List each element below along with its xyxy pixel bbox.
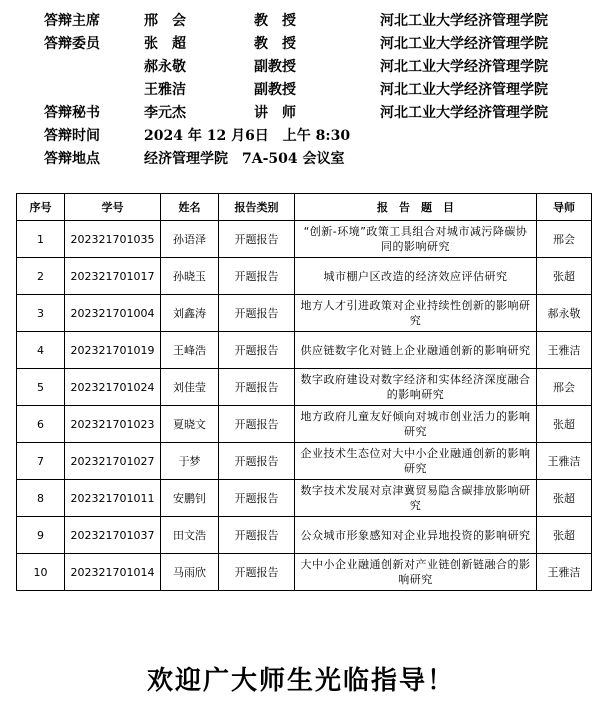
table-row [17,480,592,517]
cell-index: 7 [17,443,65,480]
time-value: 2024 年 12 月6日 上午 8:30 [144,128,351,144]
table-row [17,554,592,591]
cell-topic: “创新-环境”政策工具组合对城市减污降碳协同的影响研究 [295,221,537,258]
welcome-footer: 欢迎广大师生光临指导！ [146,666,455,696]
cell-report-type: 开题报告 [219,443,295,480]
cell-topic: 数字政府建设对数字经济和实体经济深度融合的影响研究 [295,369,537,406]
table-row [17,221,592,258]
table-row [17,406,592,443]
secretary-label: 答辩秘书 [44,105,100,121]
header-report-topic: 报 告 题 目 [295,194,537,221]
cell-name: 马雨欣 [161,554,219,591]
member-org: 河北工业大学经济管理学院 [380,59,548,75]
cell-advisor: 王雅洁 [537,443,592,480]
cell-student-id: 202321701014 [65,554,161,591]
cell-topic: 公众城市形象感知对企业异地投资的影响研究 [295,517,537,554]
cell-student-id: 202321701035 [65,221,161,258]
member-row [0,56,602,79]
cell-report-type: 开题报告 [219,295,295,332]
cell-name: 于梦 [161,443,219,480]
place-row [0,148,602,171]
table-header-row [17,194,592,221]
table-row [17,517,592,554]
cell-student-id: 202321701024 [65,369,161,406]
member-name: 张 超 [144,36,186,52]
cell-advisor: 张超 [537,258,592,295]
chair-title: 教 授 [254,13,296,29]
cell-index: 1 [17,221,65,258]
cell-index: 4 [17,332,65,369]
cell-report-type: 开题报告 [219,480,295,517]
cell-advisor: 张超 [537,406,592,443]
member-org: 河北工业大学经济管理学院 [380,82,548,98]
time-label: 答辩时间 [44,128,100,144]
member-name: 王雅洁 [144,82,186,98]
member-row [0,33,602,56]
secretary-title: 讲 师 [254,105,296,121]
cell-name: 夏晓文 [161,406,219,443]
cell-student-id: 202321701011 [65,480,161,517]
cell-report-type: 开题报告 [219,221,295,258]
cell-topic: 地方人才引进政策对企业持续性创新的影响研究 [295,295,537,332]
members-label: 答辩委员 [44,36,100,52]
table-row [17,443,592,480]
header-student-id: 学号 [65,194,161,221]
cell-index: 5 [17,369,65,406]
secretary-row [0,102,602,125]
cell-topic: 大中小企业融通创新对产业链创新链融合的影响研究 [295,554,537,591]
cell-topic: 城市棚户区改造的经济效应评估研究 [295,258,537,295]
header-advisor: 导师 [537,194,592,221]
chair-label: 答辩主席 [44,13,100,29]
cell-name: 孙晓玉 [161,258,219,295]
chair-row [0,10,602,33]
table-row [17,258,592,295]
cell-topic: 企业技术生态位对大中小企业融通创新的影响研究 [295,443,537,480]
cell-report-type: 开题报告 [219,554,295,591]
cell-student-id: 202321701004 [65,295,161,332]
secretary-org: 河北工业大学经济管理学院 [380,105,548,121]
cell-student-id: 202321701023 [65,406,161,443]
cell-index: 2 [17,258,65,295]
chair-name: 邢 会 [144,13,186,29]
cell-advisor: 张超 [537,480,592,517]
cell-advisor: 王雅洁 [537,554,592,591]
cell-student-id: 202321701037 [65,517,161,554]
header-name: 姓名 [161,194,219,221]
cell-name: 刘鑫涛 [161,295,219,332]
time-row [0,125,602,148]
cell-name: 王峰浩 [161,332,219,369]
cell-index: 6 [17,406,65,443]
header-report-type: 报告类别 [219,194,295,221]
cell-advisor: 邢会 [537,221,592,258]
place-label: 答辩地点 [44,151,100,167]
cell-name: 安鹏钊 [161,480,219,517]
cell-index: 9 [17,517,65,554]
member-title: 副教授 [254,59,296,75]
cell-report-type: 开题报告 [219,517,295,554]
place-value: 经济管理学院 7A-504 会议室 [144,151,345,167]
member-name: 郝永敬 [144,59,186,75]
cell-advisor: 张超 [537,517,592,554]
cell-name: 孙语泽 [161,221,219,258]
cell-student-id: 202321701027 [65,443,161,480]
cell-report-type: 开题报告 [219,332,295,369]
cell-topic: 地方政府儿童友好倾向对城市创业活力的影响研究 [295,406,537,443]
cell-report-type: 开题报告 [219,406,295,443]
header-index: 序号 [17,194,65,221]
member-row [0,79,602,102]
defense-schedule-table [16,193,592,591]
member-title: 副教授 [254,82,296,98]
cell-topic: 数字技术发展对京津冀贸易隐含碳排放影响研究 [295,480,537,517]
table-row [17,332,592,369]
cell-index: 3 [17,295,65,332]
cell-name: 刘佳莹 [161,369,219,406]
cell-name: 田文浩 [161,517,219,554]
member-org: 河北工业大学经济管理学院 [380,36,548,52]
cell-index: 8 [17,480,65,517]
table-row [17,369,592,406]
cell-advisor: 邢会 [537,369,592,406]
cell-report-type: 开题报告 [219,258,295,295]
secretary-name: 李元杰 [144,105,186,121]
cell-advisor: 王雅洁 [537,332,592,369]
cell-index: 10 [17,554,65,591]
member-title: 教 授 [254,36,296,52]
cell-advisor: 郝永敬 [537,295,592,332]
table-row [17,295,592,332]
cell-student-id: 202321701019 [65,332,161,369]
chair-org: 河北工业大学经济管理学院 [380,13,548,29]
cell-report-type: 开题报告 [219,369,295,406]
cell-topic: 供应链数字化对链上企业融通创新的影响研究 [295,332,537,369]
cell-student-id: 202321701017 [65,258,161,295]
